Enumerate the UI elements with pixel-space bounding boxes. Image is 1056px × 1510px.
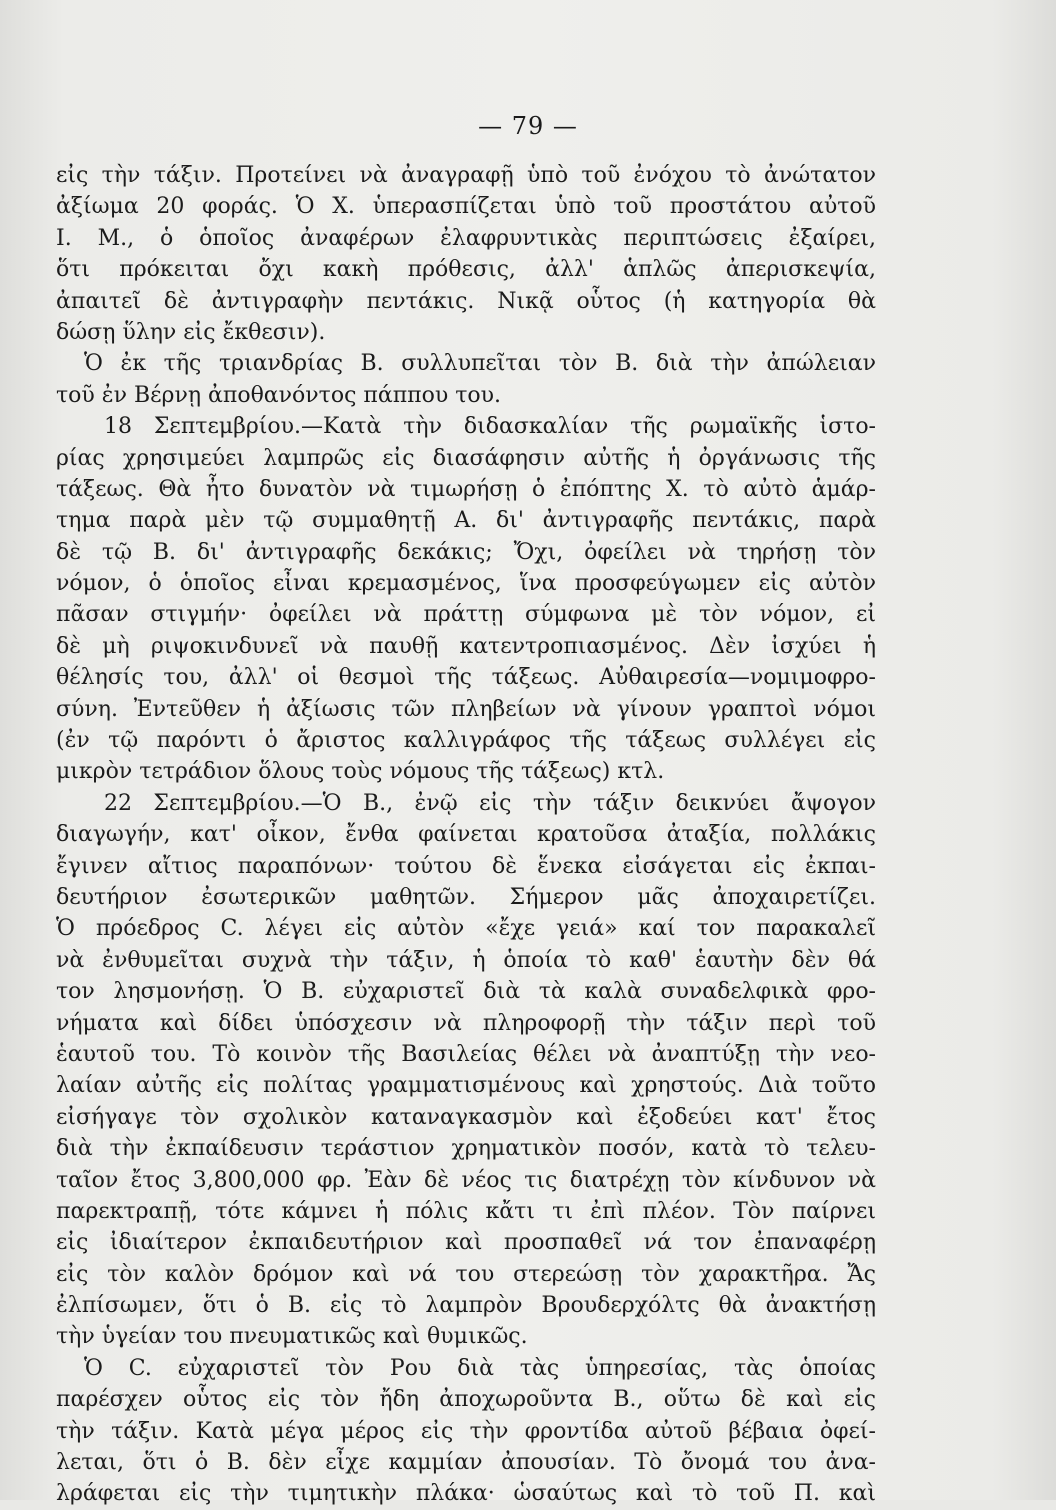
text-line: τοῦ ἐν Βέρνῃ ἀποθανόντος πάππου του.	[56, 382, 502, 408]
text-line: ἔγινεν αἴτιος παραπόνων· τούτου δὲ ἕνεκα εἰσάγεται εἰς ἐκπαι-	[56, 853, 876, 879]
text-line: 22 Σεπτεμβρίου.—Ὁ Β., ἐνῷ εἰς τὴν τάξιν δεικνύει ἄψογον	[104, 790, 876, 816]
text-line: εἰσήγαγε τὸν σχολικὸν καταναγκασμὸν καὶ ἐξοδεύει κατ' ἔτος	[56, 1104, 876, 1130]
text-line: δώσῃ ὕλην εἰς ἔκθεσιν).	[56, 319, 326, 345]
text-line: πᾶσαν στιγμήν· ὀφείλει νὰ πράττῃ σύμφωνα μὲ τὸν νόμον, εἰ	[56, 602, 876, 628]
text-line: διαγωγήν, κατ' οἶκον, ἔνθα φαίνεται κρατοῦσα ἀταξία, πολλάκις	[56, 822, 876, 848]
text-line: δευτήριον ἐσωτερικῶν μαθητῶν. Σήμερον μᾶς ἀποχαιρετίζει.	[56, 884, 876, 910]
text-line: δὲ μὴ ριψοκινδυνεῖ νὰ παυθῇ κατεντροπιασμένος. Δὲν ἰσχύει ἡ	[56, 633, 876, 659]
text-line: τὴν ὑγείαν του πνευματικῶς καὶ θυμικῶς.	[56, 1324, 528, 1350]
text-line: εἰς τὴν τάξιν. Προτείνει νὰ ἀναγραφῇ ὑπὸ τοῦ ἐνόχου τὸ ἀνώτατον	[56, 163, 876, 188]
text-line: τάξεως. Θὰ ἦτο δυνατὸν νὰ τιμωρήσῃ ὁ ἐπόπτης Χ. τὸ αὐτὸ ἁμάρ-	[56, 476, 876, 502]
text-line: νήματα καὶ δίδει ὑπόσχεσιν νὰ πληροφορῇ τὴν τάξιν περὶ τοῦ	[56, 1010, 876, 1036]
text-line: μικρὸν τετράδιον ὅλους τοὺς νόμους τῆς τάξεως) κτλ.	[56, 759, 665, 785]
text-line: νὰ ἐνθυμεῖται συχνὰ τὴν τάξιν, ἡ ὁποία τὸ καθ' ἑαυτὴν δὲν θά	[56, 947, 876, 973]
text-line: Ὁ ἐκ τῆς τριανδρίας Β. συλλυπεῖται τὸν Β. διὰ τὴν ἀπώλειαν	[84, 351, 876, 377]
text-line: εἰς ἰδιαίτερον ἐκπαιδευτήριον καὶ προσπαθεῖ νά τον ἐπαναφέρῃ	[56, 1230, 876, 1256]
page-number: — 79 —	[478, 112, 578, 140]
text-line: λράφεται εἰς τὴν τιμητικὴν πλάκα· ὡσαύτως καὶ τὸ τοῦ Π. καὶ	[56, 1481, 876, 1507]
text-line: παρέσχεν οὗτος εἰς τὸν ἤδη ἀποχωροῦντα Β., οὕτω δὲ καὶ εἰς	[56, 1387, 876, 1413]
text-line: εἰς τὸν καλὸν δρόμον καὶ νά του στερεώσῃ τὸν χαρακτῆρα. Ἄς	[56, 1261, 876, 1287]
text-line: ρίας χρησιμεύει λαμπρῶς εἰς διασάφησιν αὐτῆς ἡ ὀργάνωσις τῆς	[56, 445, 876, 471]
text-line: Ι. Μ., ὁ ὁποῖος ἀναφέρων ἐλαφρυντικὰς περιπτώσεις ἐξαίρει,	[56, 225, 876, 251]
text-line: ταῖον ἔτος 3,800,000 φρ. Ἐὰν δὲ νέος τις διατρέχῃ τὸν κίνδυνον νὰ	[56, 1167, 876, 1193]
text-line: (ἐν τῷ παρόντι ὁ ἄριστος καλλιγράφος τῆς τάξεως συλλέγει εἰς	[56, 728, 876, 754]
text-line: τημα παρὰ μὲν τῷ συμμαθητῇ Α. δι' ἀντιγραφῆς πεντάκις, παρὰ	[56, 508, 876, 534]
text-line: παρεκτραπῇ, τότε κάμνει ἡ πόλις κἄτι τι ἐπὶ πλέον. Τὸν παίρνει	[56, 1198, 876, 1224]
text-line: νόμον, ὁ ὁποῖος εἶναι κρεμασμένος, ἵνα προσφεύγωμεν εἰς αὐτὸν	[56, 571, 876, 597]
text-line: θέλησίς του, ἀλλ' οἱ θεσμοὶ τῆς τάξεως. Αὐθαιρεσία—νομιμοφρο-	[56, 665, 876, 691]
text-line: ἑαυτοῦ του. Τὸ κοινὸν τῆς Βασιλείας θέλει νὰ ἀναπτύξῃ τὴν νεο-	[56, 1041, 876, 1067]
text-line: Ὁ πρόεδρος C. λέγει εἰς αὐτὸν «ἔχε γειά» καί τον παρακαλεῖ	[56, 916, 876, 942]
text-line: δὲ τῷ Β. δι' ἀντιγραφῆς δεκάκις; Ὄχι, ὀφείλει νὰ τηρήσῃ τὸν	[56, 539, 876, 565]
text-line: λαίαν αὐτῆς εἰς πολίτας γραμματισμένους καὶ χρηστούς. Διὰ τοῦτο	[56, 1073, 876, 1099]
text-line: ἐλπίσωμεν, ὅτι ὁ Β. εἰς τὸ λαμπρὸν Βρουδερχόλτς θὰ ἀνακτήσῃ	[56, 1293, 876, 1319]
text-line: λεται, ὅτι ὁ Β. δὲν εἶχε καμμίαν ἀπουσίαν. Τὸ ὄνομά του ἀνα-	[56, 1450, 876, 1476]
text-line: διὰ τὴν ἐκπαίδευσιν τεράστιον χρηματικὸν ποσόν, κατὰ τὸ τελευ-	[56, 1136, 876, 1162]
text-line: σύνη. Ἐντεῦθεν ἡ ἀξίωσις τῶν πληβείων νὰ γίνουν γραπτοὶ νόμοι	[56, 696, 876, 722]
body-text	[56, 160, 876, 1510]
text-line: ὅτι πρόκειται ὄχι κακὴ πρόθεσις, ἀλλ' ἁπλῶς ἀπερισκεψία,	[56, 257, 876, 283]
text-line: τον λησμονήσῃ. Ὁ Β. εὐχαριστεῖ διὰ τὰ καλὰ συναδελφικὰ φρο-	[56, 979, 876, 1005]
text-line: ἀπαιτεῖ δὲ ἀντιγραφὴν πεντάκις. Νικᾷ οὗτος (ἡ κατηγορία θὰ	[56, 288, 876, 314]
text-line: 18 Σεπτεμβρίου.—Κατὰ τὴν διδασκαλίαν τῆς ρωμαϊκῆς ἱστο-	[104, 414, 876, 440]
text-line: Ὁ C. εὐχαριστεῖ τὸν Ρου διὰ τὰς ὑπηρεσίας, τὰς ὁποίας	[84, 1355, 876, 1381]
text-line: τὴν τάξιν. Κατὰ μέγα μέρος εἰς τὴν φροντίδα αὐτοῦ βέβαια ὀφεί-	[56, 1418, 876, 1444]
text-line: ἀξίωμα 20 φοράς. Ὁ Χ. ὑπερασπίζεται ὑπὸ τοῦ προστάτου αὐτοῦ	[56, 194, 876, 220]
